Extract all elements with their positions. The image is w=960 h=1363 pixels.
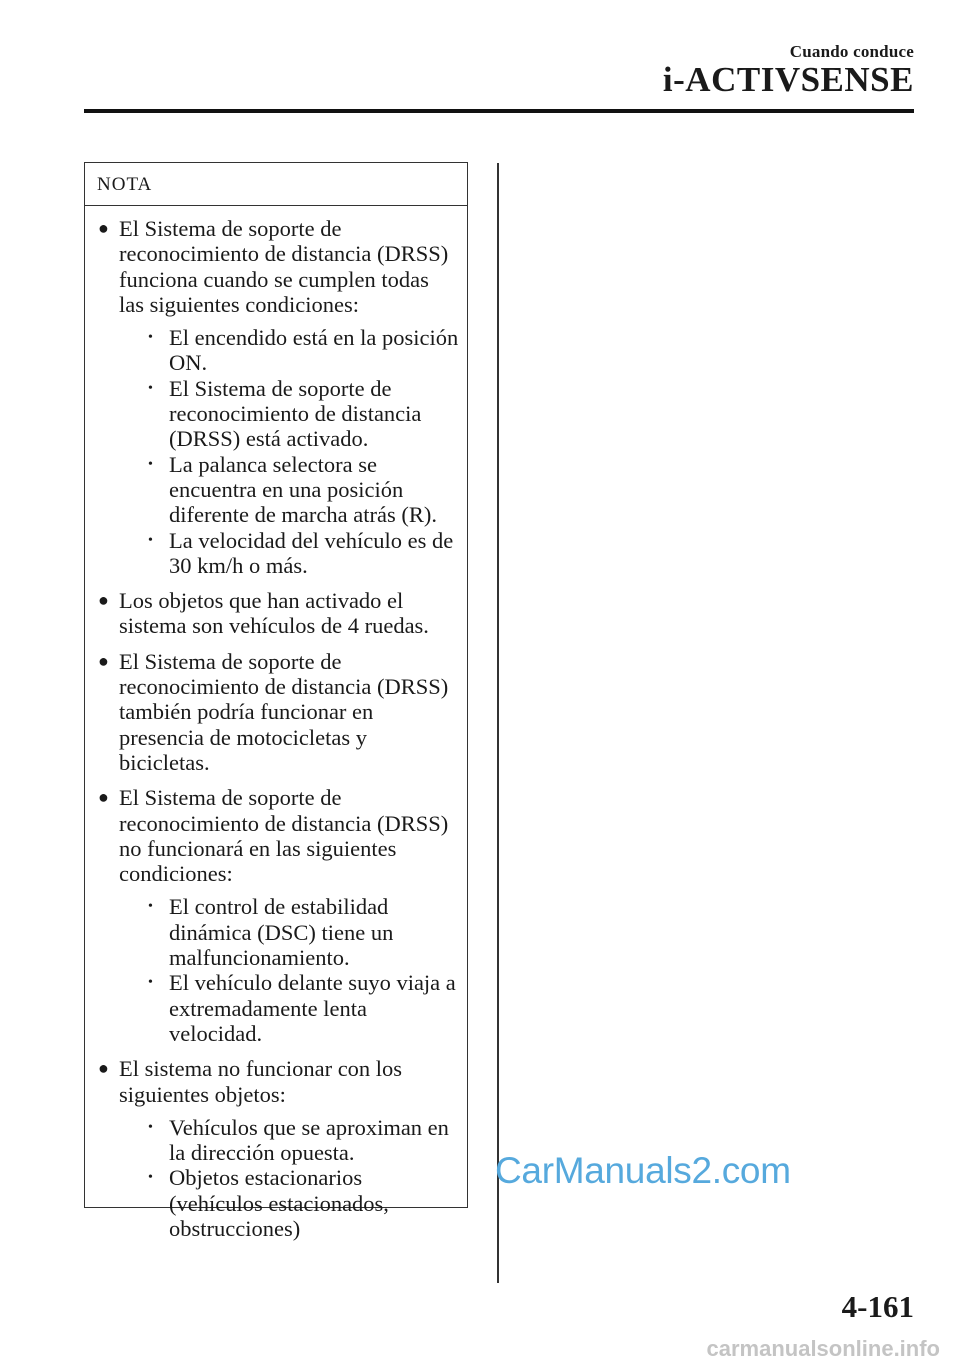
sub-bullet-icon: • [148, 380, 153, 396]
sub-item [119, 1165, 459, 1241]
sub-bullet-icon: • [148, 532, 153, 548]
bullet-icon: ● [98, 590, 109, 611]
sub-item-text: El Sistema de soporte de reconocimiento de distancia (DRSS) está activado. [169, 375, 422, 452]
nota-item [95, 649, 459, 775]
sub-item [119, 970, 459, 1046]
sub-item-text: El control de estabilidad dinámica (DSC) tiene un malfuncionamiento. [169, 894, 394, 971]
nota-item-text: El sistema no funcionar con los siguientes objetos: [119, 1056, 403, 1107]
sub-item-text: La palanca selectora se encuentra en una posición diferente de marcha atrás (R). [169, 451, 437, 528]
nota-item-text: Los objetos que han activado el sistema son vehículos de 4 ruedas. [119, 588, 429, 639]
nota-box [84, 162, 468, 1241]
bullet-icon: ● [98, 218, 109, 238]
sub-item-text: El vehículo delante suyo viaja a extremadamente lenta velocidad. [169, 970, 456, 1046]
sub-item [119, 376, 459, 452]
sub-list [119, 1115, 459, 1241]
sub-bullet-icon: • [148, 1170, 153, 1186]
bullet-icon: ● [98, 1058, 109, 1079]
nota-item [95, 588, 459, 639]
sub-item-text: La velocidad del vehículo es de 30 km/h o más. [169, 527, 454, 578]
sub-item-text: Objetos estacionarios (vehículos estacionados, obstrucciones) [169, 1165, 389, 1241]
nota-item-text: El Sistema de soporte de reconocimiento de distancia (DRSS) funciona cuando se cumplen todas las siguientes condiciones: [119, 216, 449, 317]
header-rule [84, 109, 914, 113]
sub-bullet-icon: • [148, 456, 153, 472]
bullet-icon: ● [98, 787, 109, 808]
sub-bullet-icon: • [148, 1119, 153, 1135]
sub-list [119, 325, 459, 578]
column-divider [497, 163, 499, 1283]
nota-body [85, 206, 467, 1241]
sub-item [119, 452, 459, 528]
watermark: CarManuals2.com [495, 1150, 791, 1191]
sub-bullet-icon: • [148, 899, 153, 915]
bullet-icon: ● [98, 650, 109, 671]
section-label: Cuando conduce [789, 42, 914, 61]
footer-url: carmanualsonline.info [706, 1336, 940, 1361]
nota-item-text: El Sistema de soporte de reconocimiento de distancia (DRSS) también podría funcionar en presencia de motocicletas y bicicletas. [119, 648, 449, 775]
page-number: 4-161 [841, 1289, 914, 1324]
sub-item [119, 325, 459, 376]
sub-item [119, 528, 459, 579]
sub-list [119, 894, 459, 1046]
nota-item-text: El Sistema de soporte de reconocimiento de distancia (DRSS) no funcionará en las siguientes condiciones: [119, 785, 449, 887]
nota-item [95, 1056, 459, 1241]
sub-item-text: El encendido está en la posición ON. [169, 325, 459, 376]
nota-item [95, 785, 459, 1046]
nota-title: NOTA [85, 163, 467, 206]
sub-item [119, 894, 459, 970]
sub-item-text: Vehículos que se aproximan en la dirección opuesta. [169, 1114, 449, 1166]
nota-item [95, 216, 459, 578]
sub-item [119, 1115, 459, 1166]
chapter-title: i-ACTIVSENSE [662, 60, 914, 99]
sub-bullet-icon: • [148, 975, 153, 991]
sub-bullet-icon: • [148, 330, 153, 346]
